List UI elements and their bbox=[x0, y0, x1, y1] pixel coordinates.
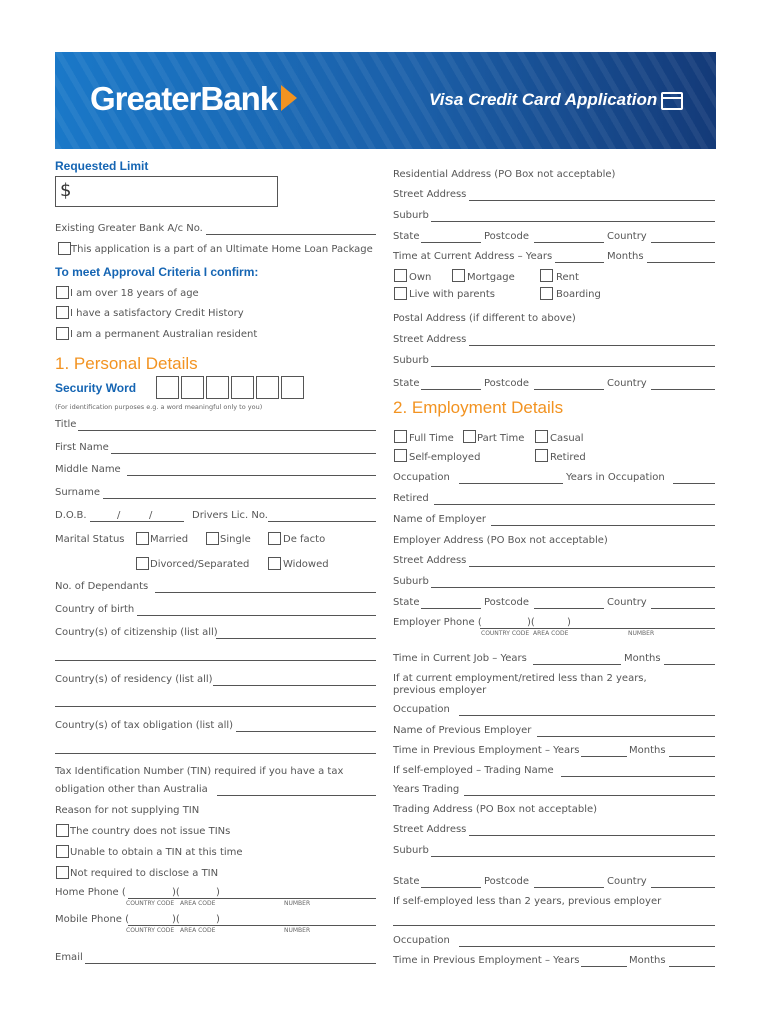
postal-postcode-label: Postcode bbox=[484, 378, 530, 389]
country-code-caption: COUNTRY CODE bbox=[481, 630, 530, 637]
dob-separator: / bbox=[117, 510, 121, 521]
dependants-field[interactable] bbox=[155, 592, 376, 593]
time-address-label: Time at Current Address – Years bbox=[393, 251, 553, 262]
retired-checkbox-label: Retired bbox=[550, 452, 586, 463]
employer-state-label: State bbox=[393, 597, 420, 608]
requested-limit-heading: Requested Limit bbox=[55, 159, 149, 173]
if-current-label-2: previous employer bbox=[393, 685, 487, 696]
crit-age-label: I am over 18 years of age bbox=[70, 288, 199, 299]
trading-name-label: If self-employed – Trading Name bbox=[393, 765, 554, 776]
residential-address-label: Residential Address (PO Box not acceptable) bbox=[393, 169, 616, 180]
employer-phone-paren: )( bbox=[527, 617, 535, 628]
defacto-checkbox[interactable] bbox=[268, 532, 281, 545]
employer-street-label: Street Address bbox=[393, 555, 467, 566]
employer-suburb-label: Suburb bbox=[393, 576, 429, 587]
employer-postcode-label: Postcode bbox=[484, 597, 530, 608]
requested-limit-input[interactable] bbox=[55, 176, 278, 207]
criteria-heading: To meet Approval Criteria I confirm: bbox=[55, 265, 259, 279]
live-parents-checkbox[interactable] bbox=[394, 287, 407, 300]
time-address-years-field[interactable] bbox=[555, 262, 604, 263]
if-self-less-field[interactable] bbox=[393, 925, 715, 926]
title-label: Title bbox=[55, 419, 77, 430]
residency-label: Country(s) of residency (list all) bbox=[55, 674, 213, 685]
country-field[interactable] bbox=[651, 242, 715, 243]
time-job-months-label: Months bbox=[624, 653, 661, 664]
time-address-months-field[interactable] bbox=[647, 262, 715, 263]
surname-label: Surname bbox=[55, 487, 100, 498]
security-word-box[interactable] bbox=[281, 376, 304, 399]
security-word-label: Security Word bbox=[55, 381, 137, 395]
title-field[interactable] bbox=[78, 430, 376, 431]
country-label: Country bbox=[607, 231, 647, 242]
country-code-caption: COUNTRY CODE bbox=[126, 927, 175, 934]
part-time-label: Part Time bbox=[477, 433, 525, 444]
home-phone-paren: )( bbox=[172, 887, 180, 898]
mortgage-checkbox[interactable] bbox=[452, 269, 465, 282]
dependants-label: No. of Dependants bbox=[55, 581, 149, 592]
mobile-phone-paren: )( bbox=[172, 914, 180, 925]
employer-postcode-field[interactable] bbox=[534, 608, 604, 609]
trading-street-field[interactable] bbox=[469, 835, 715, 836]
trading-state-label: State bbox=[393, 876, 420, 887]
drivers-lic-label: Drivers Lic. No. bbox=[192, 510, 268, 521]
time-prev-2-months-field[interactable] bbox=[669, 966, 715, 967]
mobile-phone-paren: ) bbox=[216, 914, 220, 925]
time-prev-months-field[interactable] bbox=[669, 756, 715, 757]
tin-label-line1: Tax Identification Number (TIN) required if you have a tax bbox=[55, 766, 344, 777]
trading-name-field[interactable] bbox=[561, 776, 715, 777]
uhlp-label: This application is a part of an Ultimate Home Loan Package bbox=[71, 244, 373, 255]
time-prev-label: Time in Previous Employment – Years bbox=[393, 745, 580, 756]
personal-details-heading: 1. Personal Details bbox=[55, 354, 198, 373]
credit-card-icon bbox=[661, 92, 683, 110]
boarding-label: Boarding bbox=[556, 289, 601, 300]
mobile-phone-label: Mobile Phone ( bbox=[55, 914, 130, 925]
prev-occupation-field[interactable] bbox=[459, 715, 715, 716]
residency-field[interactable] bbox=[213, 685, 376, 686]
widowed-label: Widowed bbox=[283, 559, 329, 570]
time-job-years-field[interactable] bbox=[533, 664, 621, 665]
home-phone-paren: ) bbox=[216, 887, 220, 898]
dollar-sign: $ bbox=[60, 180, 72, 201]
live-parents-label: Live with parents bbox=[409, 289, 495, 300]
area-code-caption: AREA CODE bbox=[533, 630, 569, 637]
time-prev-years-field[interactable] bbox=[581, 756, 627, 757]
birth-country-field[interactable] bbox=[137, 615, 376, 616]
home-phone-label: Home Phone ( bbox=[55, 887, 126, 898]
first-name-label: First Name bbox=[55, 442, 109, 453]
own-label: Own bbox=[409, 272, 432, 283]
suburb-field[interactable] bbox=[431, 221, 715, 222]
months-label: Months bbox=[607, 251, 644, 262]
tin-not-required-label: Not required to disclose a TIN bbox=[70, 868, 219, 879]
prev-employer-label: Name of Previous Employer bbox=[393, 725, 532, 736]
number-caption: NUMBER bbox=[284, 927, 311, 934]
trading-postcode-label: Postcode bbox=[484, 876, 530, 887]
widowed-checkbox[interactable] bbox=[268, 557, 281, 570]
divorced-checkbox[interactable] bbox=[136, 557, 149, 570]
years-trading-label: Years Trading bbox=[393, 784, 460, 795]
single-checkbox[interactable] bbox=[206, 532, 219, 545]
occupation-label: Occupation bbox=[393, 472, 450, 483]
defacto-label: De facto bbox=[283, 534, 326, 545]
mortgage-label: Mortgage bbox=[467, 272, 515, 283]
crit-resident-checkbox[interactable] bbox=[56, 327, 69, 340]
years-occupation-label: Years in Occupation bbox=[566, 472, 665, 483]
married-checkbox[interactable] bbox=[136, 532, 149, 545]
postal-state-label: State bbox=[393, 378, 420, 389]
dob-separator: / bbox=[149, 510, 153, 521]
form-title: Visa Credit Card Application bbox=[429, 90, 658, 109]
number-caption: NUMBER bbox=[628, 630, 655, 637]
postal-suburb-label: Suburb bbox=[393, 355, 429, 366]
retired-label: Retired bbox=[393, 493, 429, 504]
time-prev-2-months-label: Months bbox=[629, 955, 666, 966]
uhlp-checkbox[interactable] bbox=[58, 242, 71, 255]
crit-credit-label: I have a satisfactory Credit History bbox=[70, 308, 244, 319]
area-code-caption: AREA CODE bbox=[180, 900, 216, 907]
tin-no-issue-checkbox[interactable] bbox=[56, 824, 69, 837]
crit-resident-label: I am a permanent Australian resident bbox=[70, 329, 258, 340]
time-prev-2-years-field[interactable] bbox=[581, 966, 627, 967]
home-phone-field[interactable] bbox=[128, 898, 376, 899]
state-field[interactable] bbox=[421, 242, 481, 243]
if-current-label-1: If at current employment/retired less than 2 years, bbox=[393, 673, 647, 684]
postal-country-label: Country bbox=[607, 378, 647, 389]
employer-state-field[interactable] bbox=[421, 608, 481, 609]
full-time-checkbox[interactable] bbox=[394, 430, 407, 443]
crit-age-checkbox[interactable] bbox=[56, 286, 69, 299]
employer-phone-field[interactable] bbox=[480, 628, 715, 629]
if-self-less-label: If self-employed less than 2 years, previous employer bbox=[393, 896, 662, 907]
postal-street-label: Street Address bbox=[393, 334, 467, 345]
postal-postcode-field[interactable] bbox=[534, 389, 604, 390]
tin-unable-checkbox[interactable] bbox=[56, 845, 69, 858]
surname-field[interactable] bbox=[103, 498, 376, 499]
employer-suburb-field[interactable] bbox=[431, 587, 715, 588]
marital-status-label: Marital Status bbox=[55, 534, 125, 545]
years-occupation-field[interactable] bbox=[673, 483, 715, 484]
dob-field[interactable] bbox=[90, 521, 184, 522]
email-field[interactable] bbox=[85, 963, 376, 964]
employer-name-label: Name of Employer bbox=[393, 514, 486, 525]
retired-field[interactable] bbox=[434, 504, 715, 505]
trading-postcode-field[interactable] bbox=[534, 887, 604, 888]
country-code-caption: COUNTRY CODE bbox=[126, 900, 175, 907]
trading-street-label: Street Address bbox=[393, 824, 467, 835]
time-job-months-field[interactable] bbox=[664, 664, 715, 665]
security-word-box[interactable] bbox=[181, 376, 204, 399]
self-employed-checkbox[interactable] bbox=[394, 449, 407, 462]
self-employed-label: Self-employed bbox=[409, 452, 481, 463]
greater-bank-logo: GreaterBank bbox=[90, 80, 297, 118]
tin-field[interactable] bbox=[217, 795, 376, 796]
tax-obligation-label: Country(s) of tax obligation (list all) bbox=[55, 720, 234, 731]
dob-label: D.O.B. bbox=[55, 510, 87, 521]
middle-name-label: Middle Name bbox=[55, 464, 121, 475]
street-address-field[interactable] bbox=[469, 200, 715, 201]
postcode-label: Postcode bbox=[484, 231, 530, 242]
married-label: Married bbox=[150, 534, 189, 545]
reason-tin-label: Reason for not supplying TIN bbox=[55, 805, 200, 816]
drivers-lic-field[interactable] bbox=[268, 521, 376, 522]
tin-not-required-checkbox[interactable] bbox=[56, 866, 69, 879]
time-job-label: Time in Current Job – Years bbox=[393, 653, 527, 664]
security-word-box[interactable] bbox=[231, 376, 254, 399]
trading-country-field[interactable] bbox=[651, 887, 715, 888]
trading-suburb-label: Suburb bbox=[393, 845, 429, 856]
employer-country-label: Country bbox=[607, 597, 647, 608]
number-caption: NUMBER bbox=[284, 900, 311, 907]
security-word-box[interactable] bbox=[206, 376, 229, 399]
birth-country-label: Country of birth bbox=[55, 604, 135, 615]
security-word-box[interactable] bbox=[156, 376, 179, 399]
rent-checkbox[interactable] bbox=[540, 269, 553, 282]
casual-checkbox[interactable] bbox=[535, 430, 548, 443]
citizenship-label: Country(s) of citizenship (list all) bbox=[55, 627, 218, 638]
header-banner bbox=[55, 52, 716, 149]
retired-checkbox[interactable] bbox=[535, 449, 548, 462]
postcode-field[interactable] bbox=[534, 242, 604, 243]
security-note: (For identification purposes e.g. a word meaningful only to you) bbox=[55, 403, 263, 411]
postal-country-field[interactable] bbox=[651, 389, 715, 390]
prev-occupation-2-field[interactable] bbox=[459, 946, 715, 947]
employer-address-label: Employer Address (PO Box not acceptable) bbox=[393, 535, 608, 546]
divorced-label: Divorced/Separated bbox=[150, 559, 250, 570]
prev-occupation-2-label: Occupation bbox=[393, 935, 450, 946]
area-code-caption: AREA CODE bbox=[180, 927, 216, 934]
security-word-box[interactable] bbox=[256, 376, 279, 399]
citizenship-field-2[interactable] bbox=[55, 660, 376, 661]
email-label: Email bbox=[55, 952, 83, 963]
trading-address-label: Trading Address (PO Box not acceptable) bbox=[393, 804, 598, 815]
postal-suburb-field[interactable] bbox=[431, 366, 715, 367]
existing-ac-label: Existing Greater Bank A/c No. bbox=[55, 223, 203, 234]
tin-unable-label: Unable to obtain a TIN at this time bbox=[70, 847, 243, 858]
prev-employer-field[interactable] bbox=[537, 736, 715, 737]
existing-ac-field[interactable] bbox=[206, 234, 376, 235]
first-name-field[interactable] bbox=[111, 453, 376, 454]
trading-country-label: Country bbox=[607, 876, 647, 887]
postal-street-field[interactable] bbox=[469, 345, 715, 346]
employer-name-field[interactable] bbox=[491, 525, 715, 526]
employer-phone-label: Employer Phone ( bbox=[393, 617, 482, 628]
time-prev-months-label: Months bbox=[629, 745, 666, 756]
time-prev-2-label: Time in Previous Employment – Years bbox=[393, 955, 580, 966]
chevron-logo-icon bbox=[281, 85, 297, 111]
rent-label: Rent bbox=[556, 272, 579, 283]
suburb-label: Suburb bbox=[393, 210, 429, 221]
prev-occupation-label: Occupation bbox=[393, 704, 450, 715]
residency-field-2[interactable] bbox=[55, 706, 376, 707]
employment-details-heading: 2. Employment Details bbox=[393, 398, 564, 417]
tin-no-issue-label: The country does not issue TINs bbox=[70, 826, 231, 837]
casual-label: Casual bbox=[550, 433, 584, 444]
occupation-field[interactable] bbox=[459, 483, 563, 484]
part-time-checkbox[interactable] bbox=[463, 430, 476, 443]
postal-address-label: Postal Address (if different to above) bbox=[393, 313, 576, 324]
crit-credit-checkbox[interactable] bbox=[56, 306, 69, 319]
trading-suburb-field[interactable] bbox=[431, 856, 715, 857]
boarding-checkbox[interactable] bbox=[540, 287, 553, 300]
street-address-label: Street Address bbox=[393, 189, 467, 200]
employer-street-field[interactable] bbox=[469, 566, 715, 567]
tin-label-line2: obligation other than Australia bbox=[55, 784, 208, 795]
own-checkbox[interactable] bbox=[394, 269, 407, 282]
full-time-label: Full Time bbox=[409, 433, 454, 444]
tax-obligation-field-2[interactable] bbox=[55, 753, 376, 754]
state-label: State bbox=[393, 231, 420, 242]
years-trading-field[interactable] bbox=[464, 795, 715, 796]
postal-state-field[interactable] bbox=[421, 389, 481, 390]
single-label: Single bbox=[220, 534, 251, 545]
tax-obligation-field[interactable] bbox=[236, 731, 376, 732]
employer-phone-paren: ) bbox=[567, 617, 571, 628]
mobile-phone-field[interactable] bbox=[128, 925, 376, 926]
middle-name-field[interactable] bbox=[127, 475, 376, 476]
trading-state-field[interactable] bbox=[421, 887, 481, 888]
citizenship-field[interactable] bbox=[216, 638, 376, 639]
employer-country-field[interactable] bbox=[651, 608, 715, 609]
